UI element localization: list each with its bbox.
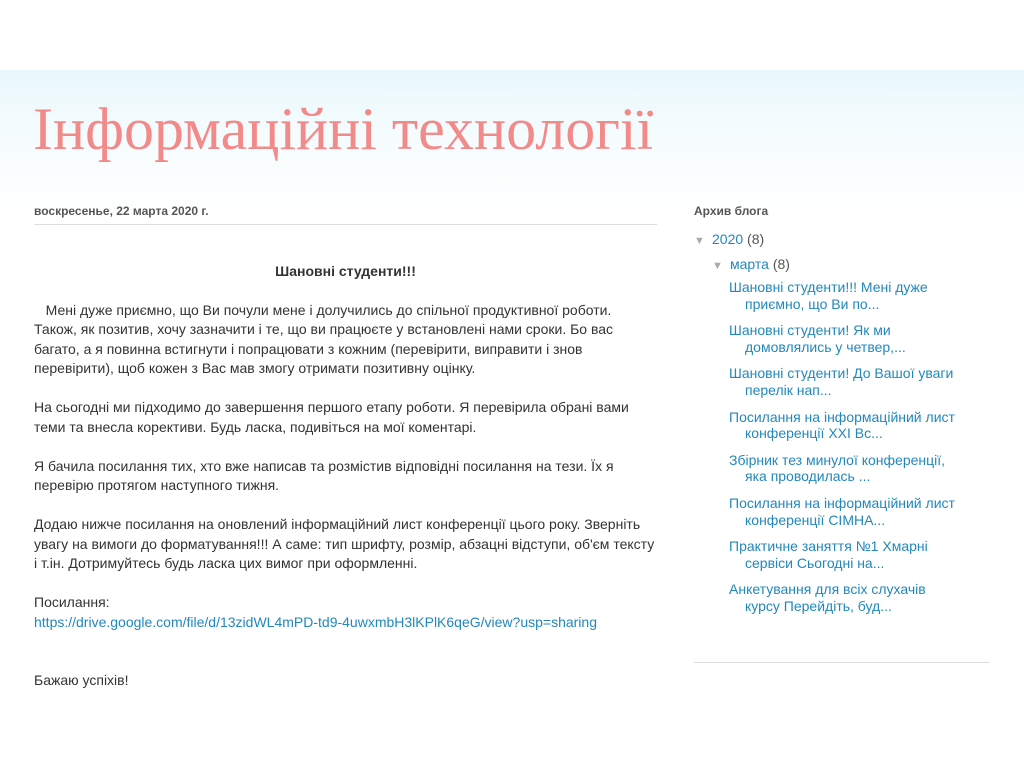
link-label: Посилання: xyxy=(34,594,110,610)
archive-post-link[interactable]: Практичне заняття №1 Хмарні сервіси Сьогодні на... xyxy=(729,538,928,571)
archive-year-count: (8) xyxy=(747,231,765,247)
archive-post-link[interactable]: Шановні студенти!!! Мені дуже приємно, що Ви по... xyxy=(729,279,928,312)
archive-post-item xyxy=(729,538,957,571)
archive-post-item xyxy=(729,365,957,398)
archive-year-link[interactable]: 2020 xyxy=(712,231,744,247)
archive-post-item xyxy=(729,409,957,442)
post-date: воскресенье, 22 марта 2020 г. xyxy=(34,204,657,225)
archive-post-item xyxy=(729,495,957,528)
sidebar-divider xyxy=(694,662,990,663)
archive-post-item xyxy=(729,279,957,312)
main-column xyxy=(34,204,657,691)
sidebar xyxy=(694,204,990,625)
archive-post-link[interactable]: Шановні студенти! До Вашої уваги перелік нап... xyxy=(729,365,954,398)
archive-post-link[interactable]: Посилання на інформаційний лист конференції XXI Вс... xyxy=(729,408,955,442)
post-paragraph: Я бачила посилання тих, хто вже написав та розмістив відповідні посилання на тези. Їх я перевірю протягом наступного тижня. xyxy=(34,457,614,493)
post-paragraph: Додаю нижче посилання на оновлений інформаційний лист конференції цього року. Зверніть увагу на вимоги до форматування!!! А саме: тип шрифту, розмір, абзацні відступи, об'єм тексту і т.ін. Дотримуйтесь будь ласка цих вимог при оформленні. xyxy=(34,516,655,571)
post-paragraph: На сьогодні ми підходимо до завершення першого етапу роботи. Я перевірила обрані вами теми та внесла корективи. Будь ласка, подивіться на мої коментарі. xyxy=(34,399,629,435)
archive-month-link[interactable]: марта xyxy=(730,256,769,272)
triangle-down-icon[interactable]: ▼ xyxy=(712,260,723,272)
archive-posts-list xyxy=(694,279,990,615)
post-paragraph: Мені дуже приємно, що Ви почули мене і долучились до спільної продуктивної роботи. Також, як позитив, хочу зазначити і те, що ви працюєте у встановлені нами сроки. Бо вас багато, а я повинна встигнути і попрацювати з кожним (перевірити, виправити і знов перевірити), щоб кожен з Вас мав змогу отримати позитивну оцінку. xyxy=(34,301,617,376)
archive-post-link[interactable]: Посилання на інформаційний лист конференції СІМНА... xyxy=(729,494,955,528)
triangle-down-icon[interactable]: ▼ xyxy=(694,235,705,247)
post-body xyxy=(34,262,657,691)
archive-post-link[interactable]: Шановні студенти! Як ми домовлялись у четвер,... xyxy=(729,322,906,355)
archive-post-link[interactable]: Анкетування для всіх слухачів курсу Перейдіть, буд... xyxy=(729,581,926,614)
archive-title: Архив блога xyxy=(694,204,769,218)
blog-title[interactable]: Інформаційні технології xyxy=(33,96,654,162)
post-heading: Шановні студенти!!! xyxy=(275,263,416,279)
drive-link[interactable]: https://drive.google.com/file/d/13zidWL4mPD-td9-4uwxmbH3lKPlK6qeG/view?usp=sharing xyxy=(34,613,597,630)
archive-post-item xyxy=(729,452,957,485)
archive-month-count: (8) xyxy=(772,256,790,272)
post-farewell: Бажаю успіхів! xyxy=(34,672,129,688)
archive-post-item xyxy=(729,581,957,614)
archive-post-item xyxy=(729,322,957,355)
archive-post-link[interactable]: Збірник тез минулої конференції, яка проводилась ... xyxy=(729,451,946,485)
archive-month-row xyxy=(694,255,990,275)
archive-year-row xyxy=(694,230,990,250)
